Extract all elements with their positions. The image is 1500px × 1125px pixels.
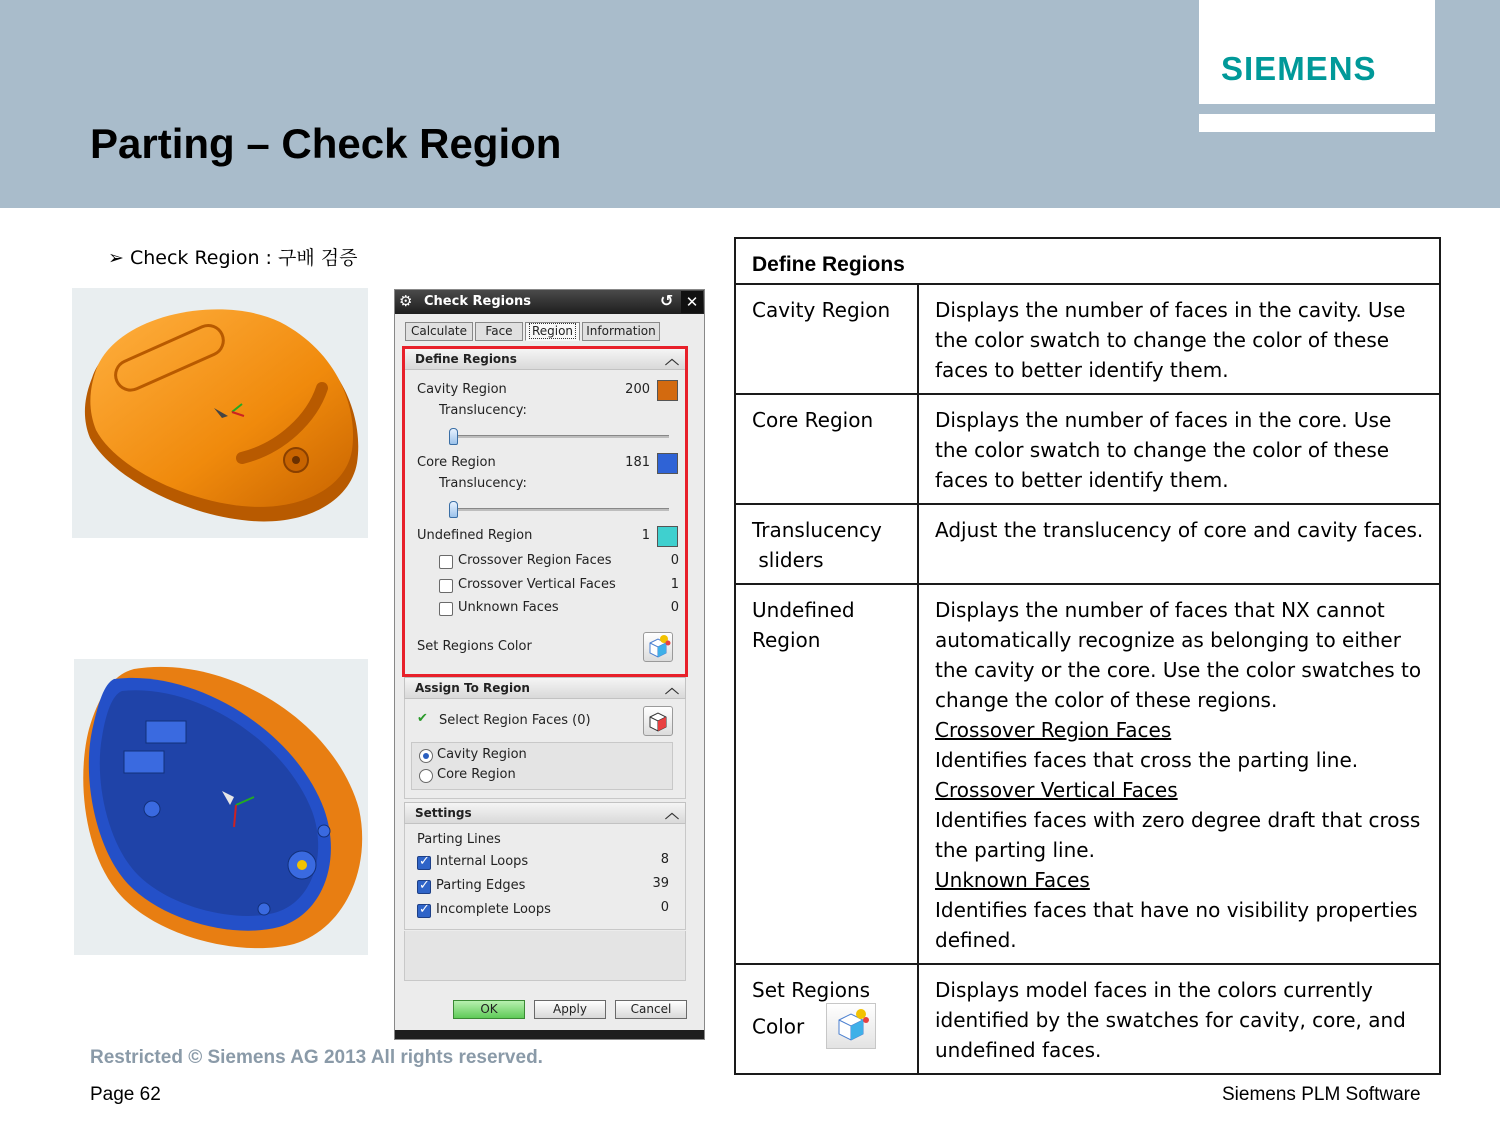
- table-row: [735, 964, 1440, 1074]
- dialog-bottom-bar: [395, 1030, 705, 1040]
- footer-page-number: Page 62: [90, 1084, 161, 1105]
- cavity-region-radio-label: Cavity Region: [437, 747, 527, 762]
- parting-edges-count: 39: [652, 876, 669, 891]
- set-regions-color-icon: [826, 1003, 876, 1049]
- tab-region[interactable]: [525, 322, 580, 341]
- tab-face[interactable]: Face: [475, 322, 523, 341]
- core-region-radio[interactable]: [419, 769, 433, 783]
- desc-undefined: [918, 584, 1440, 964]
- core-region-label: Core Region: [417, 455, 496, 470]
- term-set-regions-line2: Color: [752, 1014, 805, 1039]
- desc-core-region: Displays the number of faces in the core. Use the color swatch to change the color of these faces to better identify them.: [918, 394, 1440, 504]
- cube-select-icon: [644, 707, 672, 735]
- crossover-vertical-link[interactable]: Crossover Vertical Faces: [935, 778, 1178, 802]
- siemens-logo: SIEMENS: [1221, 50, 1377, 87]
- parting-lines-label: Parting Lines: [417, 832, 501, 847]
- table-row: [735, 394, 1440, 504]
- parting-edges-checkbox[interactable]: [417, 880, 431, 894]
- core-region-count: 181: [625, 455, 650, 470]
- mouse-core-illustration: [74, 659, 368, 955]
- logo-box: [1199, 0, 1435, 104]
- tab-information[interactable]: Information: [582, 322, 660, 341]
- tab-region-label: Region: [529, 323, 576, 339]
- highlight-frame: [402, 346, 688, 677]
- checkmark-icon: ✔: [417, 711, 428, 726]
- core-translucency-label: Translucency:: [439, 476, 527, 491]
- gear-icon[interactable]: ⚙: [399, 292, 413, 310]
- cavity-translucency-label: Translucency:: [439, 403, 527, 418]
- crossover-region-count: 0: [670, 553, 679, 568]
- term-undefined-line2: Region: [752, 628, 821, 652]
- table-header-row: [735, 238, 1440, 284]
- desc-undefined-main: Displays the number of faces that NX cannot automatically recognize as belonging to either the cavity or the core. Use the color swatches to change the color of these regions.: [935, 598, 1422, 712]
- chevron-up-icon[interactable]: ︿: [665, 352, 679, 368]
- page-title: Parting – Check Region: [90, 120, 562, 167]
- set-regions-color-label: Set Regions Color: [417, 639, 532, 654]
- crossover-region-desc: Identifies faces that cross the parting line.: [935, 748, 1359, 772]
- desc-set-regions-color: Displays model faces in the colors currently identified by the swatches for cavity, core, and undefined faces.: [918, 964, 1440, 1074]
- desc-translucency: Adjust the translucency of core and cavity faces.: [918, 504, 1440, 584]
- assign-to-region-body: [404, 699, 686, 799]
- unknown-faces-count: 0: [670, 600, 679, 615]
- cavity-region-label: Cavity Region: [417, 382, 507, 397]
- unknown-faces-label: Unknown Faces: [458, 600, 559, 615]
- term-undefined-line1: Undefined: [752, 598, 855, 622]
- chevron-up-icon[interactable]: ︿: [665, 806, 679, 822]
- crossover-vertical-desc: Identifies faces with zero degree draft that cross the parting line.: [935, 808, 1421, 862]
- term-undefined: [735, 584, 918, 964]
- term-translucency-line1: Translucency: [752, 518, 882, 542]
- internal-loops-count: 8: [660, 852, 669, 867]
- paint-cube-icon: [827, 1004, 875, 1048]
- select-faces-button[interactable]: [643, 706, 673, 736]
- footer-company: Siemens PLM Software: [1222, 1084, 1421, 1105]
- crossover-region-link[interactable]: Crossover Region Faces: [935, 718, 1172, 742]
- dialog-empty-area: [404, 931, 686, 981]
- ok-button[interactable]: OK: [453, 1000, 525, 1019]
- core-region-radio-label: Core Region: [437, 767, 516, 782]
- term-set-regions-color: [735, 964, 918, 1074]
- reset-icon[interactable]: ↺: [660, 291, 674, 310]
- crossover-vertical-label: Crossover Vertical Faces: [458, 577, 616, 592]
- table-row: [735, 284, 1440, 394]
- assign-to-region-title: Assign To Region: [415, 681, 530, 695]
- crossover-region-label: Crossover Region Faces: [458, 553, 612, 568]
- undefined-region-count: 1: [641, 528, 650, 543]
- mouse-cavity-illustration: [72, 288, 368, 538]
- dialog-title-bar: [395, 290, 704, 314]
- table-row: [735, 504, 1440, 584]
- desc-cavity-region: Displays the number of faces in the cavity. Use the color swatch to change the color of these faces to better identify them.: [918, 284, 1440, 394]
- term-core-region: Core Region: [735, 394, 918, 504]
- apply-button[interactable]: Apply: [534, 1000, 606, 1019]
- close-icon[interactable]: ✕: [681, 291, 703, 313]
- incomplete-loops-label: Incomplete Loops: [436, 902, 551, 917]
- table-header: Define Regions: [735, 238, 1440, 284]
- chevron-up-icon[interactable]: ︿: [665, 681, 679, 697]
- footer-restricted: Restricted © Siemens AG 2013 All rights reserved.: [90, 1047, 543, 1068]
- bullet-text: Check Region : 구배 검증: [129, 247, 358, 269]
- define-regions-table: [734, 237, 1441, 1075]
- assign-to-region-header[interactable]: [404, 677, 686, 699]
- cancel-button[interactable]: Cancel: [615, 1000, 687, 1019]
- incomplete-loops-count: 0: [660, 900, 669, 915]
- logo-underline-bar: [1199, 114, 1435, 132]
- mouse-cavity-image: [72, 288, 368, 538]
- term-translucency: [735, 504, 918, 584]
- unknown-faces-link[interactable]: Unknown Faces: [935, 868, 1090, 892]
- incomplete-loops-checkbox[interactable]: [417, 904, 431, 918]
- arrow-bullet-icon: ➢: [108, 247, 124, 269]
- internal-loops-label: Internal Loops: [436, 854, 529, 869]
- bullet-check-region: [108, 243, 357, 270]
- table-row: [735, 584, 1440, 964]
- term-translucency-line2: sliders: [752, 548, 824, 572]
- crossover-vertical-count: 1: [670, 577, 679, 592]
- term-set-regions-line2-wrap: [752, 1005, 903, 1051]
- select-region-faces-label[interactable]: Select Region Faces (0): [439, 713, 591, 728]
- term-set-regions-line1: Set Regions: [752, 978, 871, 1002]
- cavity-region-radio[interactable]: [419, 749, 433, 763]
- undefined-region-label: Undefined Region: [417, 528, 533, 543]
- tab-calculate[interactable]: Calculate: [405, 322, 473, 341]
- settings-title: Settings: [415, 806, 472, 820]
- settings-header[interactable]: [404, 802, 686, 824]
- mouse-core-image: [74, 659, 368, 955]
- dialog-title: Check Regions: [424, 294, 532, 309]
- settings-body: [404, 824, 686, 930]
- unknown-faces-desc: Identifies faces that have no visibility properties defined.: [935, 898, 1418, 952]
- define-regions-title: Define Regions: [415, 352, 517, 366]
- term-cavity-region: Cavity Region: [735, 284, 918, 394]
- parting-edges-label: Parting Edges: [436, 878, 526, 893]
- cavity-region-count: 200: [625, 382, 650, 397]
- internal-loops-checkbox[interactable]: [417, 856, 431, 870]
